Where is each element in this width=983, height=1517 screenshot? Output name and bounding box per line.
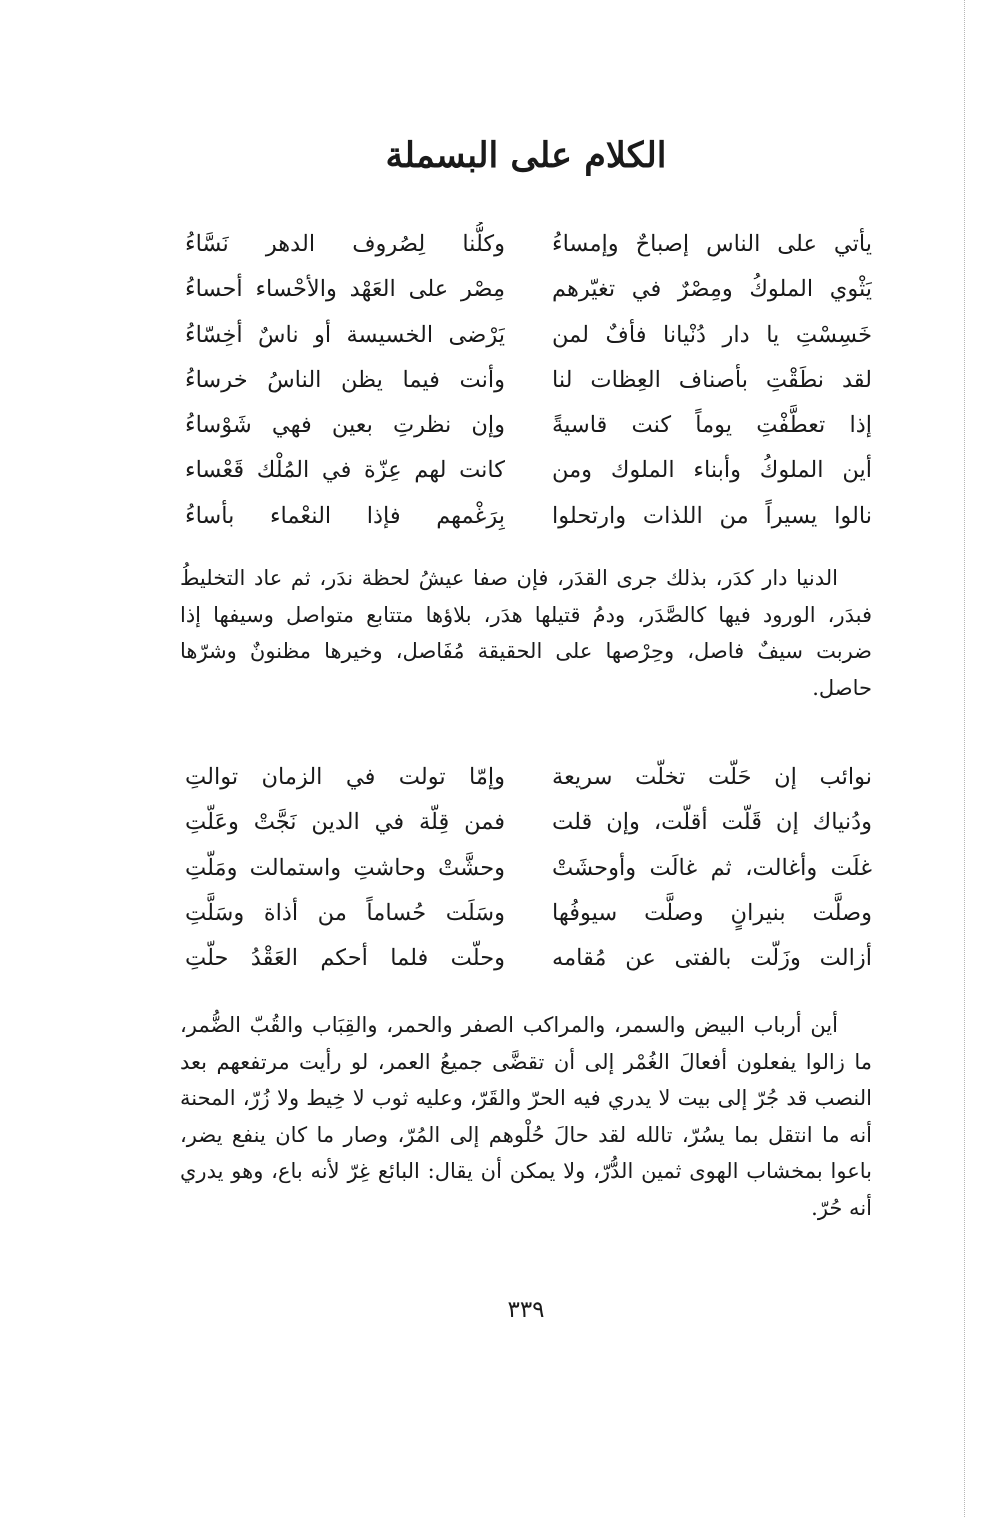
- verse-first-hemistich: لقد نطَقْتِ بأصناف العِظات لنا: [552, 366, 872, 393]
- verse-second-hemistich: وأنت فيما يظن الناسُ خرساءُ: [185, 366, 505, 393]
- verse-second-hemistich: وحشَّتْ وحاشتِ واستمالت ومَلّتِ: [185, 854, 505, 881]
- verse-second-hemistich: وإن نظرتِ بعين فهي شَوْساءُ: [185, 412, 505, 439]
- verse: [180, 891, 872, 936]
- verse: [180, 267, 872, 312]
- verse: [180, 313, 872, 358]
- verse-first-hemistich: أين الملوكُ وأبناء الملوك ومن: [552, 457, 872, 484]
- verse-first-hemistich: أزالت وزَلّت بالفتى عن مُقامه: [552, 945, 872, 972]
- verse: [180, 222, 872, 267]
- verse: [180, 800, 872, 845]
- verse: [180, 846, 872, 891]
- prose-paragraph-2: أين أرباب البيض والسمر، والمراكب الصفر والحمر، والقِبَاب والقُبّ الضُّمر، ما زالوا يفعلون أفعالَ الغُمْر إلى أن تقضَّى جميعُ العمر، لو رأيت مرتفعهم بعد النصب قد جُرّ إلى بيت لا يدري فيه الحرّ والقَرّ، وعليه ثوب لا خِيط ولا زُرّ، المحنة أنه ما انتقل بما يسُرّ، تالله لقد حالَ حُلْوهم إلى المُرّ، وصار ما كان ينفع يضر، باعوا بمخشاب الهوى ثمين الدُّرّ، ولا يمكن أن يقال: البائع غِرّ لأنه باع، وهو يدري أنه حُرّ.: [180, 1013, 872, 1220]
- page-number: ٣٣٩: [507, 1297, 545, 1323]
- verse-first-hemistich: يَثْوي الملوكُ ومِصْرٌ في تغيّرهم: [552, 276, 872, 303]
- verse-first-hemistich: خَسِسْتِ يا دار دُنْيانا فأفٌ لمن: [552, 321, 872, 348]
- verse-first-hemistich: ودُنياك إن قَلّت أقلّت، وإن قلت: [552, 809, 872, 836]
- verse-first-hemistich: وصلَّت بنيرانٍ وصلَّت سيوفُها: [552, 899, 872, 926]
- verse-second-hemistich: وحلّت فلما أحكم العَقْدُ حلّتِ: [185, 945, 505, 972]
- verse-second-hemistich: وإمّا تولت في الزمان توالتِ: [185, 764, 505, 790]
- verse-second-hemistich: كانت لهم عِزّة في المُلْك قَعْساء: [185, 457, 505, 484]
- chapter-title: الكلام على البسملة: [385, 135, 667, 176]
- verse-second-hemistich: فمن قِلّة في الدين نَجَّتْ وعَلّتِ: [185, 809, 505, 836]
- verse: [180, 755, 872, 800]
- verse-second-hemistich: يَرْضى الخسيسة أو ناسٌ أخِسّاءُ: [185, 321, 505, 348]
- verse-first-hemistich: نالوا يسيراً من اللذات وارتحلوا: [552, 502, 872, 529]
- verse: [180, 494, 872, 539]
- poem-block-1: [180, 222, 872, 539]
- verse-first-hemistich: يأتي على الناس إصباحٌ وإمساءُ: [552, 231, 872, 257]
- verse-second-hemistich: وكلُّنا لِصُروف الدهر نَسَّاءُ: [185, 231, 505, 257]
- verse-first-hemistich: غلَت وأغالت، ثم غالَت وأوحشَتْ: [552, 854, 872, 881]
- prose-paragraph-1: الدنيا دار كدَر، بذلك جرى القدَر، فإن صفا عيشُ لحظة ندَر، ثم عاد التخليطُ فبدَر، الورود فيها كالصَّدَر، ودمُ قتيلها هدَر، بلاؤها متتابع متواصل وسيفها إذا ضربت سيفٌ فاصل، وحِرْصها على الحقيقة مُفَاصل، وخيرها مظنونٌ وشرّها حاصل.: [180, 566, 872, 700]
- verse: [180, 936, 872, 981]
- verse: [180, 448, 872, 493]
- verse: [180, 358, 872, 403]
- verse-second-hemistich: وسَلَت حُساماً من أذاة وسَلَّتِ: [185, 899, 505, 926]
- verse: [180, 403, 872, 448]
- verse-second-hemistich: مِصْر على العَهْد والأحْساء أحساءُ: [185, 276, 505, 303]
- verse-first-hemistich: نوائب إن حَلّت تخلّت سريعة: [552, 764, 872, 790]
- verse-first-hemistich: إذا تعطَّفْتِ يوماً كنت قاسيةً: [552, 412, 872, 439]
- poem-block-2: [180, 755, 872, 981]
- page-edge-line: [964, 0, 965, 1517]
- verse-second-hemistich: بِرَغْمهم فإذا النعْماء بأساءُ: [185, 502, 505, 529]
